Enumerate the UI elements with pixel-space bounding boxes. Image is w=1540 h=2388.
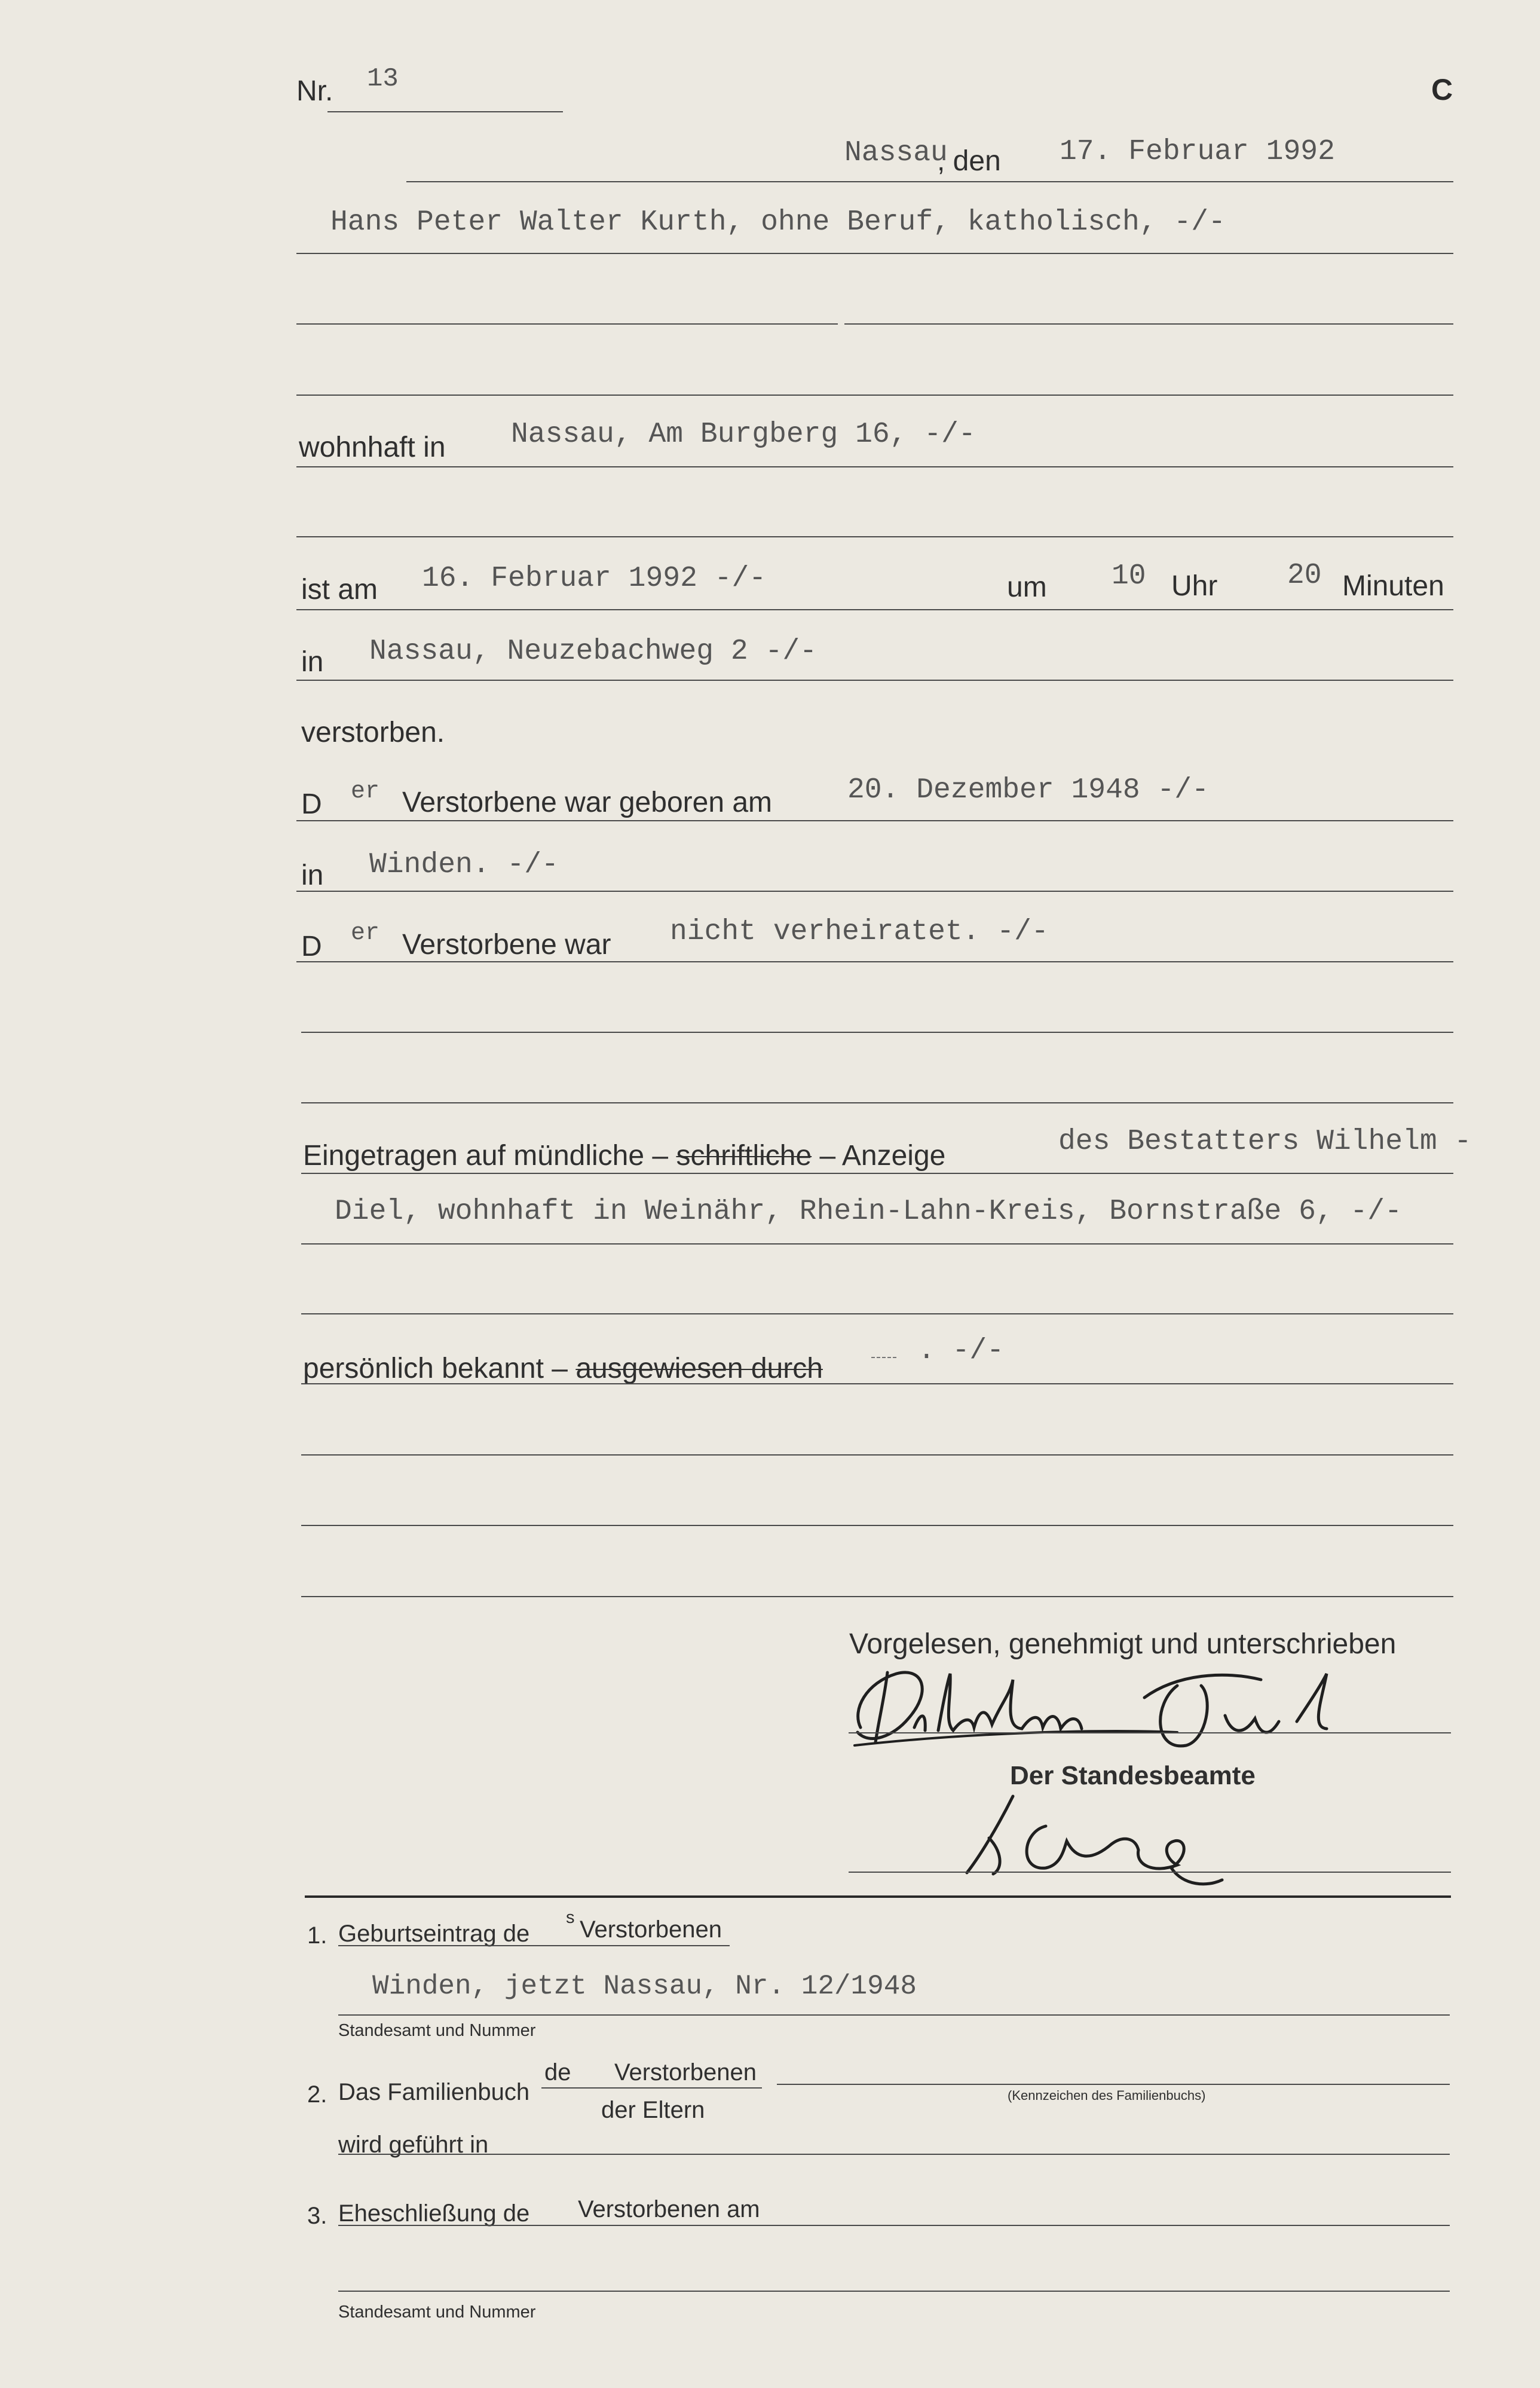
- blank-line-4: [301, 1032, 1453, 1033]
- name-value: Hans Peter Walter Kurth, ohne Beruf, katholisch, -/-: [330, 206, 1226, 239]
- item3-line: [338, 2225, 1450, 2226]
- item1-value: Winden, jetzt Nassau, Nr. 12/1948: [372, 1971, 917, 2002]
- bekannt-text: persönlich bekannt –: [303, 1353, 568, 1384]
- death-in-label: in: [301, 646, 324, 678]
- marital-er-suffix: er: [351, 920, 380, 947]
- birth-er-suffix: er: [351, 778, 380, 805]
- eingetragen-text: Eingetragen auf mündliche –: [303, 1140, 669, 1172]
- wohnhaft-label: wohnhaft in: [299, 432, 446, 463]
- item3-label: Eheschließung de: [338, 2200, 530, 2227]
- name-line: [296, 253, 1453, 254]
- birth-date-value: 20. Dezember 1948 -/-: [847, 774, 1209, 806]
- marital-value: nicht verheiratet. -/-: [670, 916, 1049, 948]
- item1-num: 1.: [307, 1922, 327, 1949]
- item3-standesamt-line: [338, 2291, 1450, 2292]
- signature-standesbeamte: [956, 1790, 1231, 1898]
- vorgelesen-label: Vorgelesen, genehmigt und unterschrieben: [849, 1628, 1397, 1660]
- blank-line-2: [296, 395, 1453, 396]
- death-minute-value: 20: [1287, 559, 1322, 592]
- blank-line-5: [301, 1102, 1453, 1103]
- death-date-value: 16. Februar 1992 -/-: [422, 562, 767, 595]
- item1-verstorbenen: Verstorbenen: [580, 1916, 722, 1943]
- birth-date-line: [296, 820, 1453, 821]
- standesamt-label-2: Standesamt und Nummer: [338, 2303, 536, 2322]
- item2-gefuehrt: wird geführt in: [338, 2132, 489, 2158]
- blank-line-1b: [844, 323, 1453, 325]
- item2-fraction-line: [541, 2087, 762, 2089]
- wohnhaft-value: Nassau, Am Burgberg 16, -/-: [511, 418, 976, 451]
- item1-s: s: [566, 1908, 575, 1927]
- den-label: , den: [937, 145, 1001, 177]
- eingetragen-label: [303, 1142, 945, 1170]
- geboren-label: Verstorbene war geboren am: [402, 787, 773, 818]
- signature-line-1: [849, 1732, 1451, 1733]
- nr-line: [327, 111, 563, 112]
- item2-label: Das Familienbuch: [338, 2079, 530, 2105]
- wohnhaft-line: [296, 466, 1453, 467]
- item1-label: Geburtseintrag de: [338, 1921, 530, 1947]
- date-line: [406, 181, 1453, 182]
- ist-am-label: ist am: [301, 574, 378, 606]
- anzeige-text: – Anzeige: [819, 1140, 946, 1172]
- item2-kennzeichen-line: [777, 2084, 1450, 2085]
- item2-de: de: [544, 2059, 571, 2086]
- standesamt-label-1: Standesamt und Nummer: [338, 2021, 536, 2040]
- report-line-1: [301, 1173, 1453, 1174]
- item3-verstorbenen-am: Verstorbenen am: [578, 2196, 760, 2222]
- standesbeamte-label: Der Standesbeamte: [1010, 1761, 1256, 1790]
- date-value: 17. Februar 1992: [1060, 136, 1335, 168]
- marital-d-label: D: [301, 931, 322, 962]
- nr-label: Nr.: [296, 75, 333, 107]
- item2-num: 2.: [307, 2081, 327, 2108]
- item2-gefuehrt-line: [338, 2154, 1450, 2155]
- birth-in-label: in: [301, 860, 324, 891]
- blank-line-8: [301, 1525, 1453, 1526]
- corner-letter: C: [1431, 73, 1453, 106]
- verstorben-label: verstorben.: [301, 717, 445, 748]
- birth-place-value: Winden. -/-: [369, 849, 559, 881]
- ausgewiesen-text: ausgewiesen durch: [575, 1353, 823, 1384]
- nr-value: 13: [367, 64, 399, 94]
- place-value: Nassau: [844, 137, 948, 169]
- birth-place-line: [296, 891, 1453, 892]
- death-date-line: [296, 609, 1453, 610]
- minuten-label: Minuten: [1342, 570, 1444, 602]
- item1-value-line: [338, 2014, 1450, 2016]
- strike-dash: [871, 1357, 896, 1358]
- item1-label-line: [338, 1945, 730, 1946]
- schriftliche-text: schriftliche: [676, 1140, 812, 1172]
- footer-divider: [305, 1895, 1451, 1898]
- item3-num: 3.: [307, 2203, 327, 2229]
- marital-war-label: Verstorbene war: [402, 929, 611, 961]
- item2-eltern: der Eltern: [601, 2097, 705, 2123]
- death-place-line: [296, 680, 1453, 681]
- signature-wilhelm-diel: [843, 1662, 1363, 1757]
- blank-line-3: [296, 536, 1453, 537]
- blank-line-1a: [296, 323, 838, 325]
- bekannt-label: [303, 1354, 823, 1383]
- birth-d-label: D: [301, 788, 322, 820]
- uhr-label: Uhr: [1171, 570, 1218, 602]
- item2-kennzeichen: (Kennzeichen des Familienbuchs): [1008, 2088, 1206, 2103]
- marital-line: [296, 961, 1453, 962]
- blank-line-7: [301, 1454, 1453, 1456]
- report-value-1: des Bestatters Wilhelm -: [1058, 1126, 1472, 1158]
- death-hour-value: 10: [1112, 560, 1146, 592]
- blank-line-9: [301, 1596, 1453, 1597]
- bekannt-value: . -/-: [918, 1335, 1005, 1367]
- signature-line-2: [849, 1872, 1451, 1873]
- item2-verstorbenen: Verstorbenen: [614, 2059, 757, 2086]
- report-line-2: [301, 1243, 1453, 1245]
- blank-line-6: [301, 1313, 1453, 1314]
- death-place-value: Nassau, Neuzebachweg 2 -/-: [369, 635, 817, 668]
- report-value-2: Diel, wohnhaft in Weinähr, Rhein-Lahn-Kreis, Bornstraße 6, -/-: [335, 1195, 1402, 1228]
- um-label: um: [1007, 571, 1047, 603]
- bekannt-line: [301, 1383, 1453, 1384]
